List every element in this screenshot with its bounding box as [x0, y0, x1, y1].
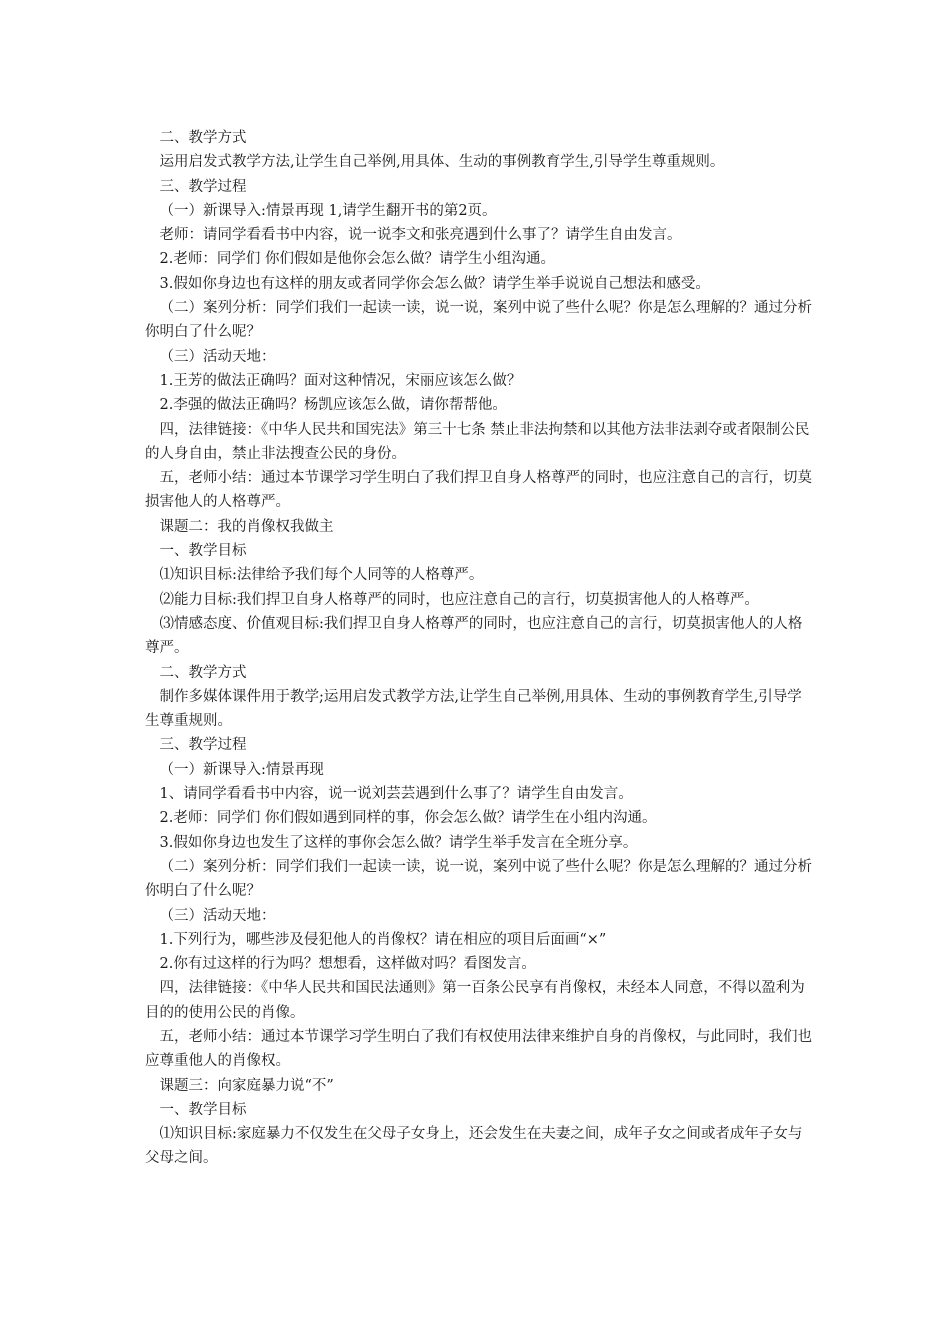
paragraph: 二、教学方式 — [159, 664, 247, 681]
paragraph: 一、教学目标 — [159, 543, 247, 560]
paragraph: 三、教学过程 — [159, 178, 247, 195]
paragraph: ⑴知识目标:家庭暴力不仅发生在父母子女身上，还会发生在夫妻之间，成年子女之间或者成年子女与父母之间。 — [145, 1126, 803, 1167]
document-body — [145, 126, 813, 1171]
paragraph: 二、教学方式 — [159, 130, 247, 146]
paragraph: （一）新课导入:情景再现 1,请学生翻开书的第2页。 — [159, 202, 497, 219]
paragraph: （三）活动天地： — [159, 907, 276, 924]
paragraph: （二）案列分析：同学们我们一起读一读，说一说，案列中说了些什么呢？你是怎么理解的？通过分析你明白了什么呢？ — [145, 858, 812, 900]
paragraph: 2.老师：同学们 你们假如遇到同样的事，你会怎么做？请学生在小组内沟通。 — [159, 810, 657, 827]
paragraph: 一、教学目标 — [159, 1101, 247, 1118]
paragraph: 1.下列行为，哪些涉及侵犯他人的肖像权？请在相应的项目后面画“×” — [159, 931, 607, 948]
paragraph: 1、请同学看看书中内容，说一说刘芸芸遇到什么事了？请学生自由发言。 — [159, 786, 633, 803]
paragraph: 制作多媒体课件用于教学;运用启发式教学方法,让学生自己举例,用具体、生动的事例教育学生,引导学生尊重规则。 — [145, 688, 802, 730]
paragraph: （三）活动天地： — [159, 348, 276, 365]
paragraph: ⑵能力目标:我们捍卫自身人格尊严的同时，也应注意自己的言行，切莫损害他人的人格尊严。 — [159, 591, 759, 608]
paragraph: 运用启发式教学方法,让学生自己举例,用具体、生动的事例教育学生,引导学生尊重规则。 — [159, 154, 725, 171]
paragraph: 老师：请同学看看书中内容，说一说李文和张亮遇到什么事了？请学生自由发言。 — [159, 227, 682, 244]
paragraph: 四，法律链接：《中华人民共和国宪法》第三十七条 禁止非法拘禁和以其他方法非法剥夺或者限制公民的人身自由，禁止非法搜查公民的身份。 — [145, 421, 810, 462]
paragraph: 五，老师小结：通过本节课学习学生明白了我们有权使用法律来维护自身的肖像权，与此同时，我们也应尊重他人的肖像权。 — [145, 1028, 812, 1070]
paragraph: 3.假如你身边也有这样的朋友或者同学你会怎么做？请学生举手说说自己想法和感受。 — [159, 275, 710, 292]
paragraph: 2.李强的做法正确吗？杨凯应该怎么做，请你帮帮他。 — [159, 397, 507, 414]
paragraph: ⑴知识目标:法律给予我们每个人同等的人格尊严。 — [159, 567, 484, 584]
paragraph: 课题三：向家庭暴力说“不” — [159, 1077, 334, 1094]
paragraph: 3.假如你身边也发生了这样的事你会怎么做？请学生举手发言在全班分享。 — [159, 834, 638, 851]
paragraph: （二）案列分析：同学们我们一起读一读，说一说，案列中说了些什么呢？你是怎么理解的？通过分析你明白了什么呢？ — [145, 300, 812, 341]
paragraph: 课题二：我的肖像权我做主 — [159, 518, 334, 535]
paragraph: （一）新课导入:情景再现 — [159, 761, 324, 778]
paragraph: 2.老师：同学们 你们假如是他你会怎么做？请学生小组沟通。 — [159, 251, 555, 268]
paragraph: 四，法律链接：《中华人民共和国民法通则》第一百条公民享有肖像权，未经本人同意，不得以盈利为目的的使用公民的肖像。 — [145, 980, 805, 1021]
paragraph: 五，老师小结：通过本节课学习学生明白了我们捍卫自身人格尊严的同时，也应注意自己的言行，切莫损害他人的人格尊严。 — [145, 470, 812, 511]
paragraph: 1.王芳的做法正确吗？面对这种情况，宋丽应该怎么做？ — [159, 372, 522, 389]
paragraph: ⑶情感态度、价值观目标:我们捍卫自身人格尊严的同时，也应注意自己的言行，切莫损害他人的人格尊严。 — [145, 615, 803, 657]
paragraph: 三、教学过程 — [159, 737, 247, 754]
paragraph: 2.你有过这样的行为吗？想想看，这样做对吗？看图发言。 — [159, 956, 536, 973]
